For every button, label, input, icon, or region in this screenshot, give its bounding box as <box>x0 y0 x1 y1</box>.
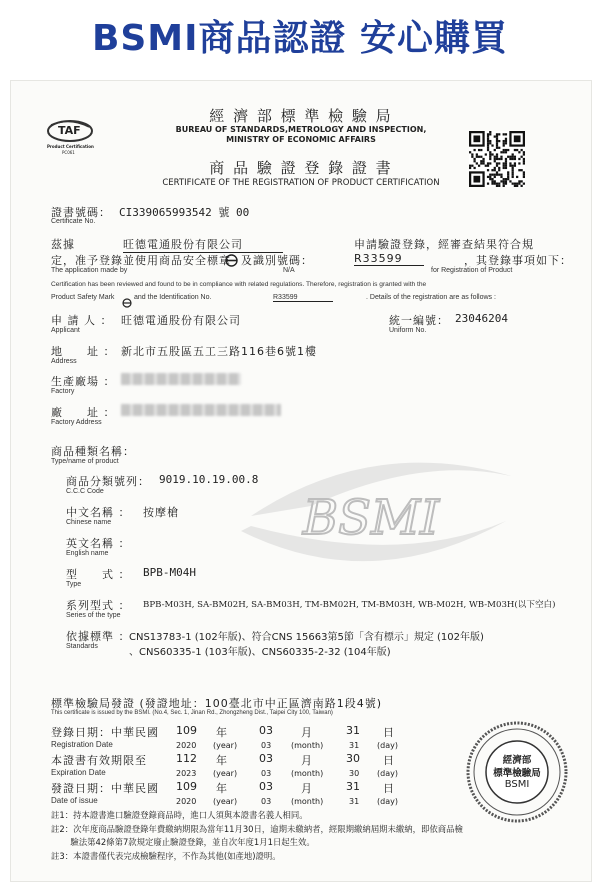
factory-address-label-en: Factory Address <box>51 419 102 426</box>
date-month-zh: 月 <box>301 782 312 795</box>
date-label-en: Date of issue <box>51 796 98 805</box>
date-day-en-val: 30 <box>349 769 360 778</box>
date-label-zh: 登錄日期：中華民國 <box>51 726 159 739</box>
date-day: 31 <box>346 780 360 793</box>
date-year-zh: 年 <box>216 754 227 767</box>
ccc-label: 商品分類號列： <box>66 475 150 488</box>
date-month-en: (month) <box>291 741 324 750</box>
safety-mark-small-icon <box>122 293 132 312</box>
model-type-label: 型 式 ： <box>66 568 131 581</box>
intro-en-made-by: The application made by <box>51 267 128 274</box>
en-name-label: 英文名稱 ： <box>66 537 131 550</box>
date-label-en: Expiration Date <box>51 768 106 777</box>
date-ad-year: 2020 <box>176 741 197 750</box>
certificate-document <box>10 80 592 882</box>
intro-according: 茲據 <box>51 238 75 251</box>
series-label: 系列型式 ： <box>66 599 131 612</box>
en-name-label-en: English name <box>66 550 109 557</box>
series-label-en: Series of the type <box>66 612 121 619</box>
cn-name-label-en: Chinese name <box>66 519 112 526</box>
date-year-en: (year) <box>213 797 238 806</box>
date-month-en-val: 03 <box>261 797 272 806</box>
seal-line3: BSMI <box>504 779 530 790</box>
issuer-zh: 標準檢驗局發證 (發證地址：100臺北市中正區濟南路1段4號) <box>51 697 383 710</box>
note-2-cont: 驗法第42條第7款規定廢止驗證登錄，並自次年度1月1日起生效。 <box>51 837 315 847</box>
address-label: 地 址 ： <box>51 345 116 358</box>
address-label-en: Address <box>51 358 77 365</box>
intro-en-for-reg: for Registration of Product <box>431 267 513 274</box>
date-month-en-val: 03 <box>261 769 272 778</box>
intro-line2-a: 定，准予登錄並使用商品安全標章 <box>51 254 231 267</box>
date-day: 30 <box>346 752 360 765</box>
date-roc-year: 109 <box>176 780 197 793</box>
date-day-en-val: 31 <box>349 797 360 806</box>
date-day-en: (day) <box>377 797 398 806</box>
date-month-en: (month) <box>291 797 324 806</box>
promo-banner <box>0 0 600 70</box>
date-year-zh: 年 <box>216 782 227 795</box>
bsmi-watermark <box>221 446 521 566</box>
bsmi-seal <box>466 721 568 823</box>
standards-value-1: CNS13783-1 (102年版)、符合CNS 15663第5節「含有標示」規定 (102年版) <box>129 632 484 643</box>
date-year-zh: 年 <box>216 726 227 739</box>
applicant-value: 旺德電通股份有限公司 <box>121 314 241 327</box>
ccc-value: 9019.10.19.00.8 <box>159 473 259 486</box>
standards-label-en: Standards <box>66 643 98 650</box>
date-month: 03 <box>259 780 273 793</box>
date-day-zh: 日 <box>383 754 394 767</box>
taf-line2: PC061 <box>62 150 75 155</box>
cert-no-label-en: Certificate No. <box>51 218 96 225</box>
note-2: 註2：次年度商品驗證登錄年費繳納期限為當年11月30日，逾期未繳納者，經限期繳納屆期未繳納，即依商品檢 <box>51 824 463 834</box>
certificate-title-zh: 商 品 驗 證 登 錄 證 書 <box>209 159 393 177</box>
intro-en-line2: Certification has been reviewed and found to be in compliance with related regulations. Therefore, registration is granted with the <box>51 281 427 288</box>
factory-value-redacted <box>121 373 241 385</box>
date-roc-year: 112 <box>176 752 197 765</box>
factory-address-value-redacted <box>121 404 281 416</box>
cert-no-label: 證書號碼： <box>51 206 111 219</box>
ccc-label-en: C.C.C Code <box>66 488 104 495</box>
product-type-label-en: Type/name of product <box>51 458 119 465</box>
safety-mark-icon <box>225 252 238 271</box>
standards-label: 依據標準 ： <box>66 630 131 643</box>
intro-apply-text: 申請驗證登錄，經審查結果符合規 <box>354 238 534 251</box>
taf-logo-text: TAF <box>58 124 81 137</box>
note-3: 註3：本證書僅代表完成檢驗程序，不作為其他(如產地)證明。 <box>51 851 281 861</box>
date-roc-year: 109 <box>176 724 197 737</box>
uniform-no-label: 統一編號： <box>389 314 449 327</box>
seal-line1: 經濟部 <box>502 755 532 766</box>
date-month: 03 <box>259 752 273 765</box>
date-month-en-val: 03 <box>261 741 272 750</box>
applicant-label: 申 請 人 ： <box>51 314 113 327</box>
cert-no-value: CI339065993542 號 00 <box>119 206 250 219</box>
applicant-label-en: Applicant <box>51 327 80 334</box>
date-month: 03 <box>259 724 273 737</box>
taf-line1: Product Certification <box>47 144 94 149</box>
date-ad-year: 2020 <box>176 797 197 806</box>
issuer-en: This certificate is issued by the BSMI. (No.4, Sec. 1, Jinan Rd., Zhongzheng Dist., Taipei City 100, Taiwan) <box>51 710 333 716</box>
date-label-zh: 本證書有效期限至 <box>51 754 147 767</box>
date-day-en: (day) <box>377 741 398 750</box>
intro-line2-c: ，其登錄事項如下： <box>464 254 572 267</box>
address-value: 新北市五股區五工三路116巷6號1樓 <box>121 345 317 358</box>
seal-line2: 標準檢驗局 <box>493 768 541 779</box>
intro-en-line3-b: and the Identification No. <box>134 294 212 301</box>
agency-name-en-2: MINISTRY OF ECONOMIC AFFAIRS <box>226 135 376 144</box>
date-label-zh: 發證日期：中華民國 <box>51 782 159 795</box>
uniform-no-label-en: Uniform No. <box>389 327 427 334</box>
certificate-title-en: CERTIFICATE OF THE REGISTRATION OF PRODUCT CERTIFICATION <box>162 178 440 188</box>
series-value: BPB-M03H, SA-BM02H, SA-BM03H, TM-BM02H, TM-BM03H, WB-M02H, WB-M03H(以下空白) <box>143 600 556 610</box>
date-day-zh: 日 <box>383 726 394 739</box>
product-type-label: 商品種類名稱： <box>51 445 135 458</box>
date-day: 31 <box>346 724 360 737</box>
watermark-text: BSMI <box>302 490 440 546</box>
date-month-zh: 月 <box>301 726 312 739</box>
date-year-en: (year) <box>213 741 238 750</box>
banner-title: BSMI商品認證 安心購買 <box>91 17 509 59</box>
date-month-en: (month) <box>291 769 324 778</box>
note-1: 註1：持本證書進口驗證登錄商品時，進口人須與本證書名義人相同。 <box>51 810 308 820</box>
uniform-no-value: 23046204 <box>455 312 508 325</box>
date-year-en: (year) <box>213 769 238 778</box>
date-day-zh: 日 <box>383 782 394 795</box>
factory-address-label: 廠 址 ： <box>51 406 116 419</box>
intro-en-na: N/A <box>283 267 295 274</box>
agency-name-en-1: BUREAU OF STANDARDS,METROLOGY AND INSPECTION, <box>175 125 427 134</box>
intro-line2-b: 及識別號碼： <box>241 254 313 267</box>
factory-label: 生產廠場 ： <box>51 375 116 388</box>
agency-name-zh: 經 濟 部 標 準 檢 驗 局 <box>209 107 393 125</box>
model-type-value: BPB-M04H <box>143 566 196 579</box>
standards-value-2: 、CNS60335-1 (103年版)、CNS60335-2-32 (104年版) <box>129 647 391 658</box>
intro-id-code: R33599 <box>354 252 424 266</box>
intro-en-line3-c: . Details of the registration are as follows : <box>366 294 496 301</box>
date-ad-year: 2023 <box>176 769 197 778</box>
factory-label-en: Factory <box>51 388 75 395</box>
intro-en-line3-id: R33599 <box>273 294 333 302</box>
cn-name-label: 中文名稱 ： <box>66 506 131 519</box>
date-month-zh: 月 <box>301 754 312 767</box>
date-label-en: Registration Date <box>51 740 113 749</box>
date-day-en-val: 31 <box>349 741 360 750</box>
intro-en-line3-a: Product Safety Mark <box>51 294 115 301</box>
cn-name-value: 按摩槍 <box>143 506 179 519</box>
date-day-en: (day) <box>377 769 398 778</box>
model-type-label-en: Type <box>66 581 82 588</box>
intro-company: 旺德電通股份有限公司 <box>123 236 283 253</box>
